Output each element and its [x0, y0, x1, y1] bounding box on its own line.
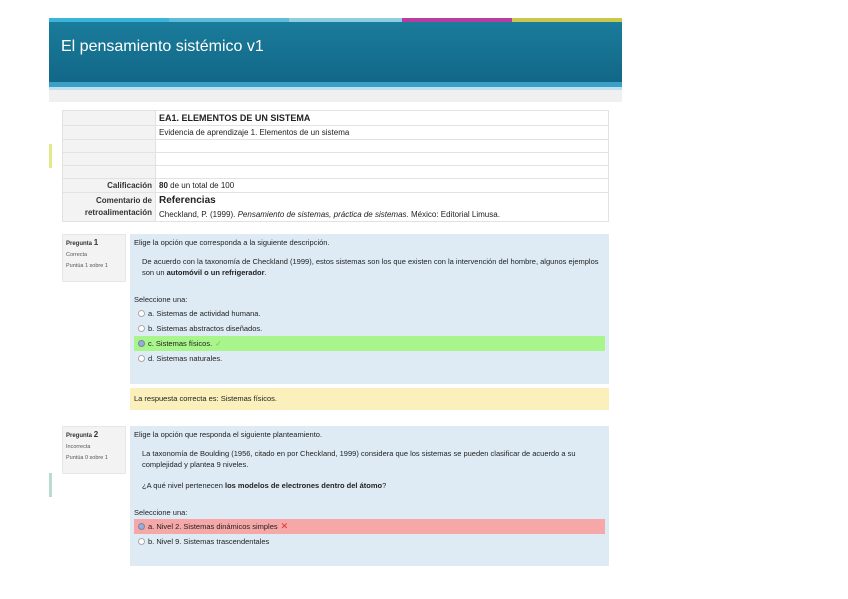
question-2-prompt: Elige la opción que responda el siguiente planteamiento.: [134, 430, 323, 439]
question-1-option-c[interactable]: [134, 336, 605, 351]
radio-icon[interactable]: [138, 325, 145, 332]
grade-score: 80: [159, 181, 168, 190]
question-2-question-bold: los modelos de electrones dentro del átomo: [224, 481, 383, 490]
option-label: c. Sistemas físicos.: [148, 339, 213, 348]
course-header: [49, 18, 622, 82]
question-2-body: [130, 426, 609, 566]
question-2-question: [142, 480, 605, 491]
option-label: d. Sistemas naturales.: [148, 354, 223, 363]
question-label: Pregunta: [66, 433, 93, 439]
header-stripes: [49, 18, 622, 22]
summary-empty-value: [156, 140, 609, 153]
reference-publisher: México: Editorial Limusa.: [411, 210, 500, 219]
page-frame: [49, 18, 622, 566]
option-label: b. Sistemas abstractos diseñados.: [148, 324, 263, 333]
grade-label: Calificación: [63, 179, 156, 193]
summary-empty-label: [63, 153, 156, 166]
question-1-option-a[interactable]: [134, 306, 605, 321]
question-2-select-label: Seleccione una:: [134, 508, 188, 517]
question-1-body: [130, 234, 609, 384]
radio-selected-icon[interactable]: [138, 523, 145, 530]
question-2-question-end: ?: [382, 481, 387, 490]
question-number: 2: [93, 430, 99, 439]
course-title: El pensamiento sistémico v1: [61, 38, 264, 55]
left-accent-green: [49, 473, 52, 497]
feedback-value: [156, 193, 609, 222]
grade-suffix: de un total de 100: [170, 181, 235, 190]
question-2-info: [62, 426, 126, 474]
header-gap: [49, 90, 622, 102]
question-1-text-a: De acuerdo con la taxonomía de Checkland (1999), estos sistemas son los que existen con la intervención del hombre, algunos ejemplos son un: [142, 257, 599, 277]
reference-title: Pensamiento de sistemas, práctica de sistemas.: [237, 210, 409, 219]
question-1-text: [142, 256, 605, 278]
radio-icon[interactable]: [138, 310, 145, 317]
question-2-score: Puntúa 0 sobre 1: [66, 455, 108, 461]
attempt-summary-table: [62, 110, 609, 222]
question-1-text-bold: automóvil o un refrigerador: [166, 268, 265, 277]
option-label: b. Nivel 9. Sistemas trascendentales: [148, 537, 270, 546]
summary-empty-label: [63, 126, 156, 140]
radio-selected-icon[interactable]: [138, 340, 145, 347]
question-1-option-d[interactable]: [134, 351, 605, 366]
summary-empty-value: [156, 153, 609, 166]
option-label: a. Sistemas de actividad humana.: [148, 309, 261, 318]
activity-subtitle: Evidencia de aprendizaje 1. Elementos de un sistema: [156, 126, 609, 140]
reference-author: Checkland, P. (1999).: [159, 210, 236, 219]
question-1-select-label: Seleccione una:: [134, 295, 188, 304]
question-label: Pregunta: [66, 241, 93, 247]
question-1-option-b[interactable]: [134, 321, 605, 336]
left-accent-yellow: [49, 144, 52, 168]
question-2-option-b[interactable]: [134, 534, 605, 549]
activity-title: EA1. ELEMENTOS DE UN SISTEMA: [159, 113, 311, 123]
question-1-prompt: Elige la opción que corresponda a la siguiente descripción.: [134, 238, 330, 247]
summary-empty-label: [63, 140, 156, 153]
question-1-score: Puntúa 1 sobre 1: [66, 263, 108, 269]
question-1-number: [66, 238, 122, 247]
radio-icon[interactable]: [138, 355, 145, 362]
question-2-number: [66, 430, 122, 439]
summary-empty-label: [63, 166, 156, 179]
summary-empty-value: [156, 166, 609, 179]
summary-empty-label: [63, 111, 156, 126]
question-1-feedback: La respuesta correcta es: Sistemas físicos.: [130, 388, 609, 410]
question-2-question-a: ¿A qué nivel pertenecen: [142, 481, 225, 490]
checkmark-icon: ✓: [215, 339, 222, 348]
option-label: a. Nivel 2. Sistemas dinámicos simples: [148, 522, 278, 531]
question-1-info: [62, 234, 126, 282]
question-2-text: La taxonomía de Boulding (1956, citado en por Checkland, 1999) considera que los sistemas se pueden clasificar de acuerdo a su complejidad y plantea 9 niveles.: [142, 449, 576, 469]
grade-value: [156, 179, 609, 193]
question-1-text-end: .: [264, 268, 267, 277]
cross-icon: ✕: [280, 521, 289, 531]
question-1-state: Correcta: [66, 252, 88, 258]
question-2-state: Incorrecta: [66, 444, 91, 450]
question-2-option-a[interactable]: [134, 519, 605, 534]
references-heading: Referencias: [159, 195, 216, 206]
feedback-label: Comentario de retroalimentación: [63, 193, 156, 222]
question-number: 1: [93, 238, 99, 247]
radio-icon[interactable]: [138, 538, 145, 545]
